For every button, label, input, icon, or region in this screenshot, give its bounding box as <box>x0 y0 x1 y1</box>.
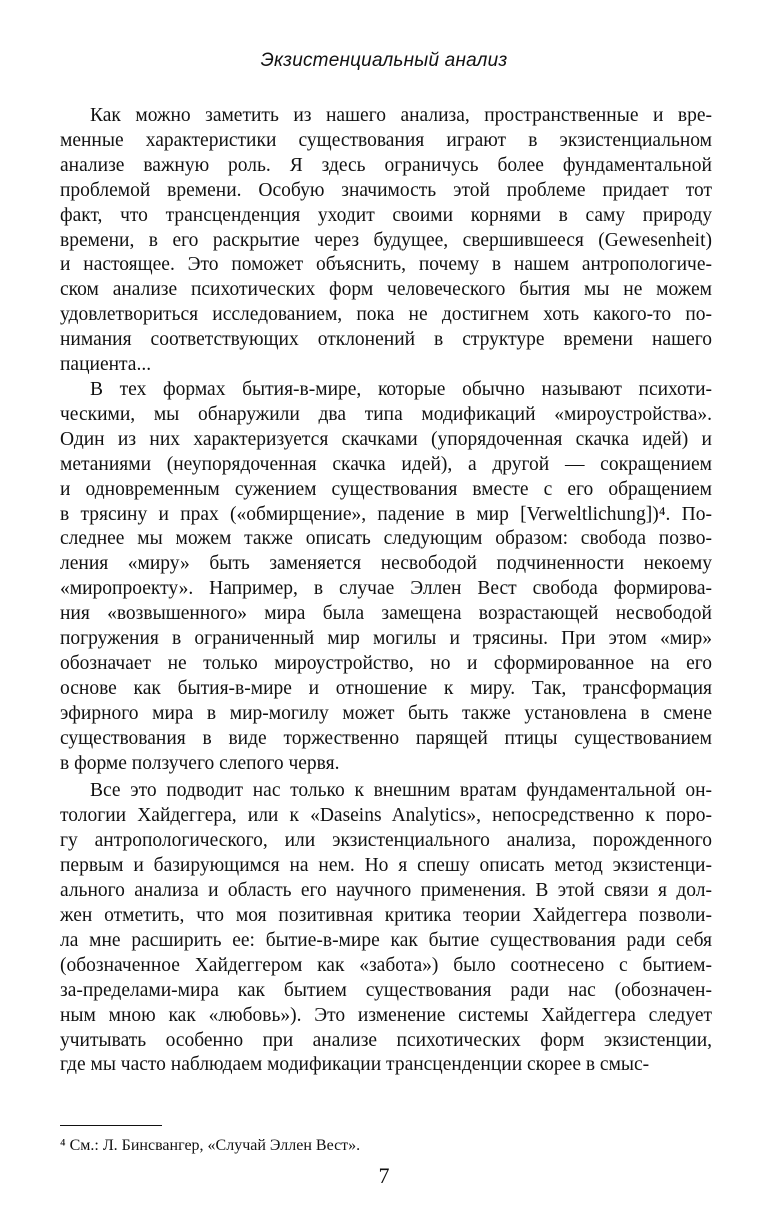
text-line: анализе важную роль. Я здесь ограничусь более фундаментальной <box>60 154 712 176</box>
text-line: факт, что трансценденция уходит своими корнями в саму природу <box>60 204 712 226</box>
text-line: основе как бытия-в-мире и отношение к миру. Так, трансформация <box>60 677 712 699</box>
text-line: времени, в его раскрытие через будущее, свершившееся (Gewesenheit) <box>60 229 712 251</box>
text-line: ным мною как «любовь»). Это изменение системы Хайдеггера следует <box>60 1004 712 1026</box>
text-line: за-пределами-мира как бытием существования ради нас (обозначен- <box>60 979 712 1001</box>
text-line: и одновременным сужением существования вместе с его обращением <box>60 478 712 500</box>
text-line: ском анализе психотических форм человеческого бытия мы не можем <box>60 279 712 301</box>
footnote: ⁴ См.: Л. Бинсвангер, «Случай Эллен Вест». <box>60 1137 361 1154</box>
page-number: 7 <box>378 1163 390 1188</box>
text-line: менные характеристики существования играют в экзистенциальном <box>60 129 712 151</box>
text-line: ального анализа и область его научного применения. В этой связи я дол- <box>60 880 712 902</box>
body-text <box>60 104 712 1078</box>
text-line: ния «возвышенного» мира была замещена возрастающей несвободой <box>60 603 712 625</box>
footnote-divider <box>60 1125 162 1126</box>
text-line: удовлетвориться исследованием, пока не достигнем хоть какого-то по- <box>60 304 712 326</box>
text-line: ческими, мы обнаружили два типа модификаций «мироустройства». <box>60 403 712 425</box>
text-line: следнее мы можем также описать следующим образом: свобода позво- <box>60 528 712 550</box>
text-line: существования в виде торжественно парящей птицы существованием <box>60 727 712 749</box>
text-line: тологии Хайдеггера, или к «Daseins Analytics», непосредственно к поро- <box>60 805 712 827</box>
text-line: ла мне расширить ее: бытие-в-мире как бытие существования ради себя <box>60 929 712 951</box>
text-line: учитывать особенно при анализе психотических форм экзистенции, <box>60 1029 712 1051</box>
text-line: Все это подводит нас только к внешним вратам фундаментальной он- <box>90 780 712 802</box>
text-line: В тех формах бытия-в-мире, которые обычно называют психоти- <box>90 378 712 400</box>
text-line: гу антропологического, или экзистенциального анализа, порожденного <box>60 830 712 852</box>
text-line: проблемой времени. Особую значимость этой проблеме придает тот <box>60 179 712 201</box>
paragraph <box>60 378 712 777</box>
text-line: ления «миру» быть заменяется несвободой подчиненности некоему <box>60 553 712 575</box>
text-line: первым и базирующимся на нем. Но я спешу описать метод экзистенци- <box>60 855 712 877</box>
text-line: обозначает не только мироустройство, но и сформированное на его <box>60 652 712 674</box>
text-line: погружения в ограниченный мир могилы и трясины. При этом «мир» <box>60 628 712 650</box>
text-line: где мы часто наблюдаем модификации трансценденции скорее в смыс- <box>60 1054 650 1076</box>
text-line: жен отметить, что моя позитивная критика теории Хайдеггера позволи- <box>60 905 712 926</box>
text-line: нимания соответствующих отклонений в структуре времени нашего <box>60 329 712 351</box>
paragraph <box>60 779 712 1078</box>
text-line: Как можно заметить из нашего анализа, пространственные и вре- <box>90 105 712 126</box>
running-header: Экзистенциальный анализ <box>260 50 508 71</box>
text-line: эфирного мира в мир-могилу может быть также установлена в смене <box>60 702 712 724</box>
text-line: и настоящее. Это поможет объяснить, почему в нашем антропологиче- <box>60 254 712 276</box>
text-line: пациента... <box>60 354 152 376</box>
text-line: (обозначенное Хайдеггером как «забота») было соотнесено с бытием- <box>60 954 712 976</box>
paragraph <box>60 104 712 378</box>
text-line: в трясину и прах («обмирщение», падение в мир [Verweltlichung])⁴. По- <box>60 503 712 525</box>
text-line: в форме ползучего слепого червя. <box>60 752 340 774</box>
text-line: Один из них характеризуется скачками (упорядоченная скачка идей) и <box>60 428 712 450</box>
text-line: метаниями (неупорядоченная скачка идей), а другой — сокращением <box>60 453 712 475</box>
text-line: «миропроекту». Например, в случае Эллен Вест свобода формирова- <box>60 578 712 600</box>
